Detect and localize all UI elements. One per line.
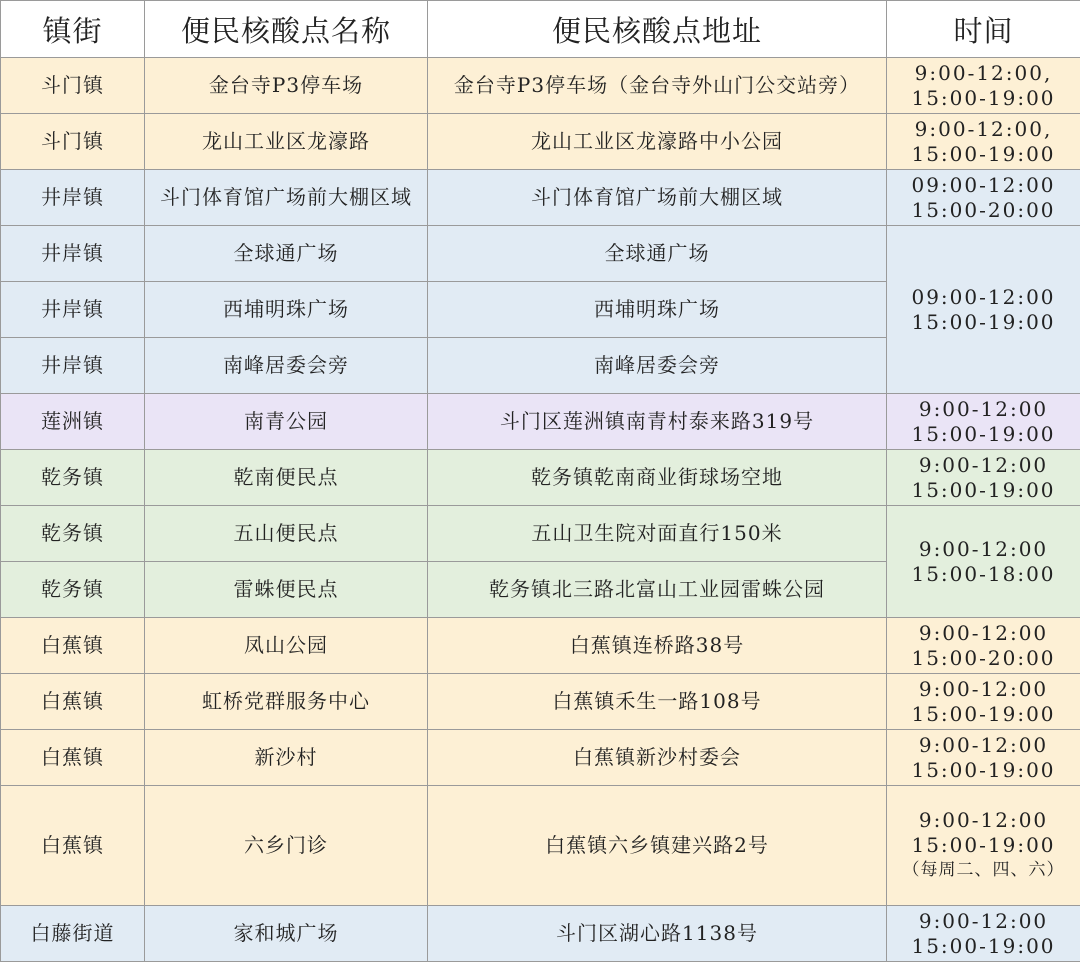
site-name-cell: 五山便民点 <box>145 506 428 562</box>
table-row <box>1 58 1080 114</box>
site-address-cell: 西埔明珠广场 <box>428 282 887 338</box>
header-site-address: 便民核酸点地址 <box>428 1 887 58</box>
site-name-cell: 龙山工业区龙濠路 <box>145 114 428 170</box>
header-site-name: 便民核酸点名称 <box>145 1 428 58</box>
town-cell: 白蕉镇 <box>1 786 145 906</box>
town-cell: 井岸镇 <box>1 170 145 226</box>
town-cell: 白蕉镇 <box>1 730 145 786</box>
site-address-cell: 白蕉镇新沙村委会 <box>428 730 887 786</box>
time-afternoon: 15:00-20:00 <box>911 197 1056 222</box>
time-afternoon: 15:00-19:00 <box>911 933 1056 958</box>
site-address-cell: 白蕉镇连桥路38号 <box>428 618 887 674</box>
town-cell: 白蕉镇 <box>1 674 145 730</box>
time-morning: 9:00-12:00 <box>918 452 1049 477</box>
time-cell <box>887 114 1080 170</box>
site-address-cell: 乾务镇乾南商业街球场空地 <box>428 450 887 506</box>
time-morning: 9:00-12:00 <box>918 620 1049 645</box>
time-morning: 09:00-12:00 <box>911 172 1056 197</box>
site-name-cell: 斗门体育馆广场前大棚区域 <box>145 170 428 226</box>
site-address-cell: 龙山工业区龙濠路中小公园 <box>428 114 887 170</box>
table-row <box>1 506 1080 562</box>
time-afternoon: 15:00-19:00 <box>911 833 1056 857</box>
table-row <box>1 674 1080 730</box>
time-cell <box>887 58 1080 114</box>
time-cell <box>887 674 1080 730</box>
site-address-cell: 白蕉镇六乡镇建兴路2号 <box>428 786 887 906</box>
time-afternoon: 15:00-19:00 <box>911 701 1056 726</box>
site-address-cell: 斗门区湖心路1138号 <box>428 906 887 962</box>
site-name-cell: 西埔明珠广场 <box>145 282 428 338</box>
town-cell: 井岸镇 <box>1 338 145 394</box>
table-row <box>1 170 1080 226</box>
table-row <box>1 786 1080 906</box>
town-cell: 斗门镇 <box>1 114 145 170</box>
time-morning: 9:00-12:00 <box>918 396 1049 421</box>
town-cell: 白藤街道 <box>1 906 145 962</box>
time-cell <box>887 730 1080 786</box>
table-row <box>1 114 1080 170</box>
time-cell <box>887 450 1080 506</box>
time-note: （每周二、四、六） <box>902 860 1065 880</box>
town-cell: 莲洲镇 <box>1 394 145 450</box>
table-row <box>1 618 1080 674</box>
town-cell: 井岸镇 <box>1 282 145 338</box>
table-row <box>1 906 1080 962</box>
site-name-cell: 全球通广场 <box>145 226 428 282</box>
site-address-cell: 南峰居委会旁 <box>428 338 887 394</box>
table-row <box>1 226 1080 282</box>
time-afternoon: 15:00-19:00 <box>911 757 1056 782</box>
site-name-cell: 乾南便民点 <box>145 450 428 506</box>
town-cell: 斗门镇 <box>1 58 145 114</box>
site-name-cell: 南青公园 <box>145 394 428 450</box>
time-afternoon: 15:00-19:00 <box>911 477 1056 502</box>
site-address-cell: 全球通广场 <box>428 226 887 282</box>
time-morning: 9:00-12:00 <box>918 808 1049 832</box>
time-morning: 09:00-12:00 <box>911 284 1056 309</box>
time-morning: 9:00-12:00 <box>918 908 1049 933</box>
time-afternoon: 15:00-19:00 <box>911 85 1056 110</box>
site-address-cell: 乾务镇北三路北富山工业园雷蛛公园 <box>428 562 887 618</box>
time-afternoon: 15:00-19:00 <box>911 421 1056 446</box>
site-name-cell: 凤山公园 <box>145 618 428 674</box>
site-name-cell: 金台寺P3停车场 <box>145 58 428 114</box>
site-address-cell: 斗门体育馆广场前大棚区域 <box>428 170 887 226</box>
site-name-cell: 新沙村 <box>145 730 428 786</box>
time-morning: 9:00-12:00 <box>918 536 1049 561</box>
site-address-cell: 金台寺P3停车场（金台寺外山门公交站旁） <box>428 58 887 114</box>
town-cell: 乾务镇 <box>1 506 145 562</box>
table-row <box>1 730 1080 786</box>
table-row <box>1 450 1080 506</box>
table-row <box>1 394 1080 450</box>
site-address-cell: 五山卫生院对面直行150米 <box>428 506 887 562</box>
time-afternoon: 15:00-18:00 <box>911 561 1056 586</box>
header-time: 时间 <box>887 1 1080 58</box>
time-morning: 9:00-12:00, <box>914 60 1053 85</box>
town-cell: 乾务镇 <box>1 450 145 506</box>
header-town: 镇街 <box>1 1 145 58</box>
site-name-cell: 雷蛛便民点 <box>145 562 428 618</box>
header-row <box>1 1 1080 58</box>
time-cell-merged <box>887 226 1080 394</box>
time-cell <box>887 170 1080 226</box>
site-name-cell: 家和城广场 <box>145 906 428 962</box>
town-cell: 井岸镇 <box>1 226 145 282</box>
site-address-cell: 白蕉镇禾生一路108号 <box>428 674 887 730</box>
town-cell: 乾务镇 <box>1 562 145 618</box>
time-morning: 9:00-12:00 <box>918 676 1049 701</box>
time-morning: 9:00-12:00, <box>914 116 1053 141</box>
site-name-cell: 六乡门诊 <box>145 786 428 906</box>
time-cell-merged <box>887 506 1080 618</box>
time-cell <box>887 394 1080 450</box>
time-afternoon: 15:00-19:00 <box>911 309 1056 334</box>
time-morning: 9:00-12:00 <box>918 732 1049 757</box>
time-cell <box>887 618 1080 674</box>
time-cell <box>887 906 1080 962</box>
site-name-cell: 虹桥党群服务中心 <box>145 674 428 730</box>
time-afternoon: 15:00-19:00 <box>911 141 1056 166</box>
time-cell <box>887 786 1080 906</box>
town-cell: 白蕉镇 <box>1 618 145 674</box>
site-address-cell: 斗门区莲洲镇南青村泰来路319号 <box>428 394 887 450</box>
time-afternoon: 15:00-20:00 <box>911 645 1056 670</box>
site-name-cell: 南峰居委会旁 <box>145 338 428 394</box>
